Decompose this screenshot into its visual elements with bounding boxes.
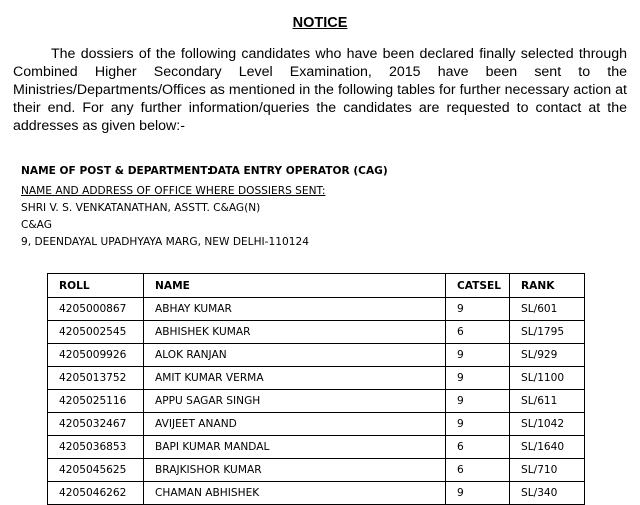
cell-rank: SL/340 <box>510 482 585 505</box>
cell-name: BRAJKISHOR KUMAR <box>144 459 446 482</box>
office-address-line: C&AG <box>21 219 52 231</box>
notice-intro: The dossiers of the following candidates who have been declared finally selected through Combined Higher Secondary Level Examination, 2015 have been sent to the Ministries/Departments/Offices as mentioned in the following tables for further necessary action at their end. For any further information/queries the candidates are requested to contact at the addresses as given below:- <box>13 46 627 134</box>
table-row <box>48 436 585 459</box>
header-catsel: CATSEL <box>446 274 510 298</box>
cell-roll: 4205013752 <box>48 367 144 390</box>
cell-roll: 4205025116 <box>48 390 144 413</box>
cell-catsel: 9 <box>446 298 510 321</box>
cell-catsel: 9 <box>446 413 510 436</box>
cell-roll: 4205046262 <box>48 482 144 505</box>
cell-name: ALOK RANJAN <box>144 344 446 367</box>
header-roll: ROLL <box>48 274 144 298</box>
office-address-line: 9, DEENDAYAL UPADHYAYA MARG, NEW DELHI-110124 <box>21 236 309 248</box>
header-name: NAME <box>144 274 446 298</box>
table-row <box>48 482 585 505</box>
cell-roll: 4205000867 <box>48 298 144 321</box>
cell-rank: SL/601 <box>510 298 585 321</box>
table-row <box>48 390 585 413</box>
post-department-line <box>21 164 388 178</box>
cell-catsel: 9 <box>446 344 510 367</box>
notice-title: NOTICE <box>292 15 348 31</box>
cell-catsel: 6 <box>446 321 510 344</box>
table-row <box>48 344 585 367</box>
cell-roll: 4205036853 <box>48 436 144 459</box>
office-address-heading: NAME AND ADDRESS OF OFFICE WHERE DOSSIERS SENT: <box>21 185 326 197</box>
cell-rank: SL/1100 <box>510 367 585 390</box>
cell-rank: SL/710 <box>510 459 585 482</box>
table-row <box>48 298 585 321</box>
cell-catsel: 9 <box>446 482 510 505</box>
cell-roll: 4205002545 <box>48 321 144 344</box>
cell-name: APPU SAGAR SINGH <box>144 390 446 413</box>
cell-rank: SL/611 <box>510 390 585 413</box>
table-row <box>48 367 585 390</box>
dossier-table <box>47 273 585 505</box>
cell-roll: 4205009926 <box>48 344 144 367</box>
header-rank: RANK <box>510 274 585 298</box>
cell-name: AMIT KUMAR VERMA <box>144 367 446 390</box>
office-address-block <box>21 183 325 251</box>
cell-catsel: 9 <box>446 390 510 413</box>
table-row <box>48 413 585 436</box>
cell-rank: SL/1640 <box>510 436 585 459</box>
office-address-line: SHRI V. S. VENKATANATHAN, ASSTT. C&AG(N) <box>21 202 261 214</box>
cell-rank: SL/1042 <box>510 413 585 436</box>
cell-name: ABHAY KUMAR <box>144 298 446 321</box>
cell-catsel: 9 <box>446 367 510 390</box>
cell-name: CHAMAN ABHISHEK <box>144 482 446 505</box>
cell-roll: 4205045625 <box>48 459 144 482</box>
post-department-label: NAME OF POST & DEPARTMENT: <box>21 165 212 177</box>
cell-catsel: 6 <box>446 459 510 482</box>
cell-name: AVIJEET ANAND <box>144 413 446 436</box>
cell-name: ABHISHEK KUMAR <box>144 321 446 344</box>
cell-rank: SL/929 <box>510 344 585 367</box>
cell-rank: SL/1795 <box>510 321 585 344</box>
table-row <box>48 321 585 344</box>
table-header-row <box>48 274 585 298</box>
cell-catsel: 6 <box>446 436 510 459</box>
post-department-value: DATA ENTRY OPERATOR (CAG) <box>209 165 388 177</box>
cell-roll: 4205032467 <box>48 413 144 436</box>
table-row <box>48 459 585 482</box>
cell-name: BAPI KUMAR MANDAL <box>144 436 446 459</box>
